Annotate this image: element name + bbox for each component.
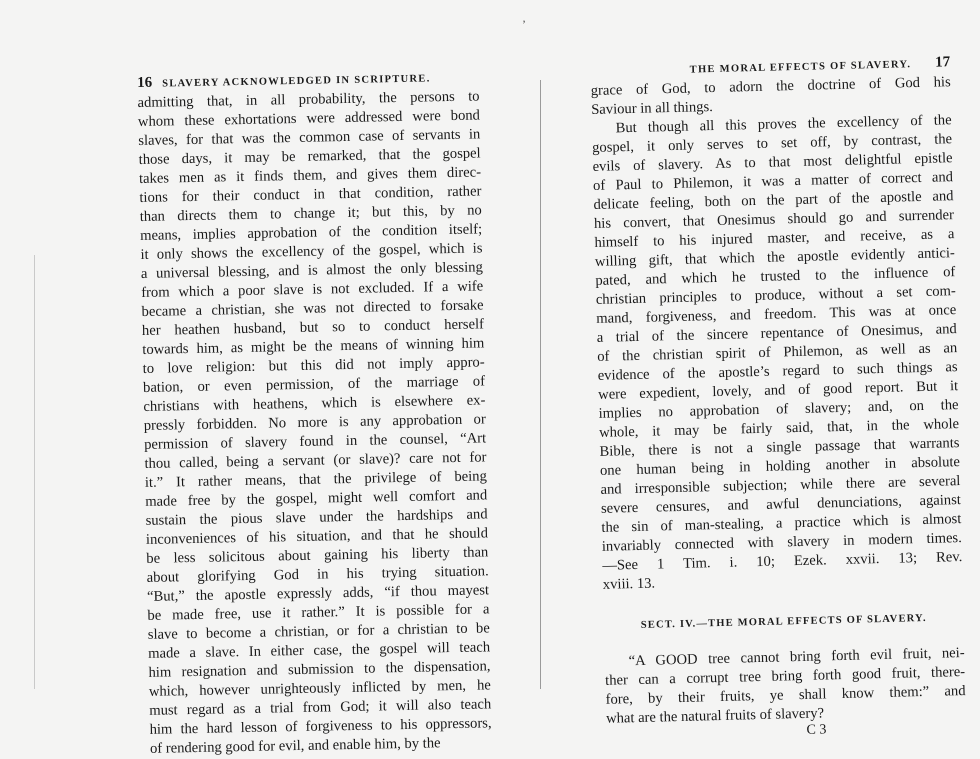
- text-line: pressly forbidden. No more is any approbation or: [143, 411, 486, 434]
- signature-mark: C 3: [806, 722, 827, 738]
- text-line: became a christian, she was not directed to forsake: [141, 297, 484, 320]
- text-line: one human being in holding another in absolute: [599, 454, 961, 479]
- text-line: whom these exhortations were addressed were bond: [137, 107, 481, 130]
- text-line: invariably connected with slavery in modern times.: [601, 530, 962, 555]
- text-line: sustain the pious slave under the hardships and: [145, 506, 488, 529]
- text-line: be less solicitous about gaining his liberty than: [146, 544, 489, 567]
- text-line: ther can a corrupt tree bring forth good fruit, there-: [604, 664, 966, 689]
- text-line: made a slave. In either case, the gospel will teach: [148, 639, 491, 662]
- text-line: of the christian spirit of Philemon, as well as an: [597, 340, 958, 365]
- text-line: christian principles to produce, without a set com-: [595, 283, 956, 308]
- text-line: a trial of the sincere repentance of Onesimus, and: [596, 321, 957, 346]
- text-line: means, implies approbation of the condition itself;: [139, 221, 483, 244]
- text-line: xviii. 13.: [602, 575, 656, 593]
- text-line: slaves, for that was the common case of servants in: [138, 126, 481, 149]
- text-line: towards him, as might be the means of winning him: [142, 335, 485, 358]
- text-line: evidence of the apostle’s regard to such things as: [597, 359, 958, 384]
- page-body: [137, 87, 492, 758]
- text-line: than directs them to change it; but this, by no: [139, 202, 482, 225]
- text-line: severe censures, and awful denunciations, against: [600, 492, 962, 517]
- text-line: “A GOOD tree cannot bring forth evil fruit, nei-: [628, 645, 965, 670]
- text-line: his convert, that Onesimus should go and surrender: [593, 207, 955, 232]
- running-head-title: THE MORAL EFFECTS OF SLAVERY.: [689, 59, 912, 76]
- text-line: takes men as it finds them, and gives them direc-: [138, 164, 482, 187]
- running-head-title: SLAVERY ACKNOWLEDGED IN SCRIPTURE.: [162, 73, 431, 90]
- text-line: —See 1 Tim. i. 10; Ezek. xxvii. 13; Rev.: [602, 549, 963, 574]
- text-line: bation, or even permission, of the marriage of: [142, 373, 486, 396]
- page-number: 16: [137, 74, 153, 91]
- scan-mark: ’: [522, 17, 526, 31]
- text-line: Bible, there is not a single passage that warrants: [599, 435, 960, 460]
- text-line: pated, and which he trusted to the influence of: [595, 264, 956, 289]
- book-gutter: [540, 80, 541, 689]
- text-line: permission of slavery found in the counsel, “Art: [144, 430, 487, 453]
- text-line: him the hard lesson of forgiveness to his oppressors,: [149, 715, 492, 738]
- text-line: implies no approbation of slavery; and, on the: [598, 397, 959, 422]
- text-line: about glorifying God in his trying situation.: [146, 563, 489, 586]
- text-line: thou called, being a servant (or slave)? care not for: [144, 449, 487, 472]
- left-page: [137, 65, 492, 758]
- right-page: [590, 51, 967, 744]
- text-line: her heathen husband, but so to conduct herself: [141, 316, 485, 339]
- text-line: made free by the gospel, might well comfort and: [145, 487, 488, 510]
- page-edge-line: [34, 255, 35, 689]
- text-line: and irresponsible subjection; while there are several: [600, 473, 961, 498]
- text-line: himself to his injured master, and receive, as a: [594, 226, 955, 251]
- text-line: to love religion: but this did not imply appro-: [142, 354, 485, 377]
- page-body: [591, 73, 963, 595]
- text-line: But though all this proves the excellency of the: [615, 112, 952, 137]
- text-line: it.” It rather means, that the privilege of being: [144, 468, 487, 491]
- text-line: Saviour in all things.: [591, 99, 714, 118]
- section-quote: [604, 644, 966, 729]
- text-line: which, however unrighteously inflicted by men, he: [148, 677, 491, 700]
- text-line: were expedient, lovely, and of good report. But it: [597, 378, 959, 403]
- text-line: those days, it may be remarked, that the gospel: [138, 145, 481, 168]
- text-line: admitting that, in all probability, the persons to: [137, 88, 480, 111]
- text-line: evils of slavery. As to that most delightful epistle: [592, 150, 953, 175]
- text-line: whole, it may be fairly said, that, in the whole: [598, 416, 960, 441]
- text-line: of Paul to Philemon, it was a matter of correct and: [592, 169, 954, 194]
- text-line: fore, by their fruits, ye shall know them:” and: [605, 683, 966, 708]
- text-line: what are the natural fruits of slavery?: [605, 705, 825, 727]
- text-line: slave to become a christian, or for a christian to be: [147, 620, 490, 643]
- text-line: gospel, it only serves to set off, by contrast, the: [591, 131, 953, 156]
- text-line: him resignation and submission to the dispensation,: [148, 658, 491, 681]
- text-line: willing gift, that which the apostle evidently antici-: [594, 245, 956, 270]
- text-line: inconveniences of his situation, and that he should: [145, 525, 489, 548]
- page-number: 17: [934, 54, 951, 71]
- text-line: must regard as a trial from God; it will also teach: [149, 696, 492, 719]
- section-heading: SECT. IV.—THE MORAL EFFECTS OF SLAVERY.: [640, 612, 927, 631]
- text-line: christians with heathens, which is elsewhere ex-: [143, 392, 486, 415]
- text-line: delicate feeling, both on the part of the apostle and: [593, 188, 954, 213]
- text-line: the sin of man-stealing, a practice which is almost: [601, 511, 962, 536]
- text-line: mand, forgiveness, and freedom. This was at once: [596, 302, 957, 327]
- text-line: from which a poor slave is not excluded. If a wife: [141, 278, 484, 301]
- text-line: grace of God, to adorn the doctrine of God his: [590, 74, 951, 99]
- text-line: be made free, use it rather.” It is possible for a: [147, 601, 490, 624]
- text-line: of rendering good for evil, and enable him, by the: [149, 735, 441, 757]
- text-line: tions for their conduct in that condition, rather: [139, 183, 482, 206]
- text-line: it only shows the excellency of the gospel, which is: [140, 240, 483, 263]
- text-line: a universal blessing, and is almost the only blessing: [140, 259, 483, 282]
- text-line: “But,” the apostle expressly adds, “if thou mayest: [146, 582, 490, 605]
